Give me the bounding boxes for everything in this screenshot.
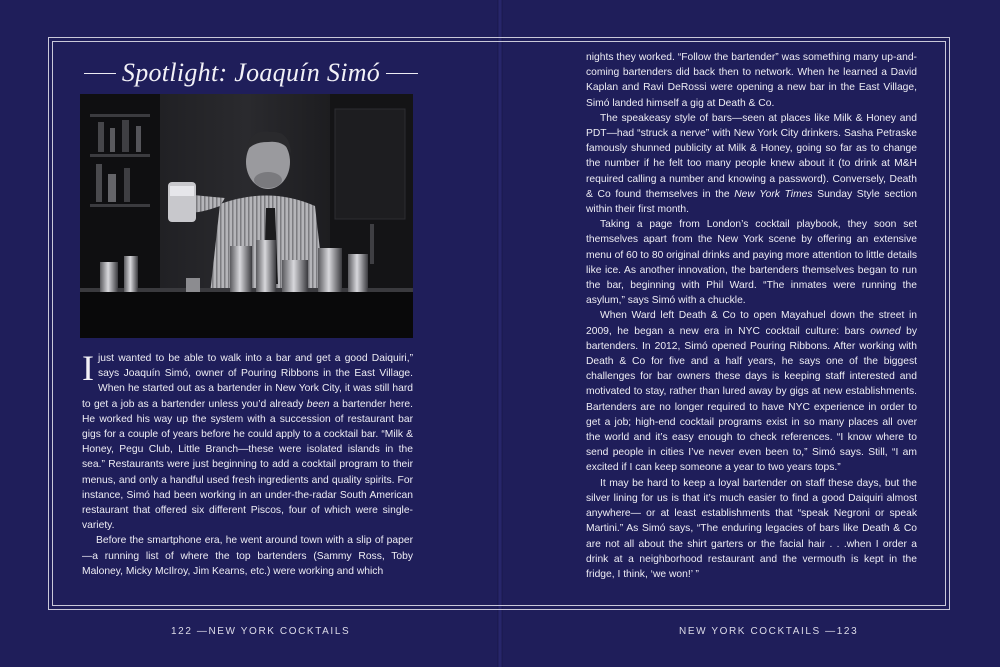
right-paragraph-5: It may be hard to keep a loyal bartender on staff these days, but the silver lining for us is that it’s much easier to find a good Daiquiri almost anywhere— or at least establishments that “speak Negroni or speak Martini.” As Simó says, “The enduring legacies of bars like Death & Co are not all about the shirt garters or the facial hair . . .when I order a drink at a neighborhood restaurant and the vermouth is kept in the fridge, I think, ‘we won!’ ” (586, 477, 917, 580)
right-paragraph-4: When Ward left Death & Co to open Mayahuel down the street in 2009, he began a new era in NYC cocktail culture: bars owned by bartenders. In 2012, Simó opened Pouring Ribbons. After working with Death & Co for five and a half years, he says one of the biggest challenges for bar owners these days is keeping staff interested and motivated to stay, rather than lured away by gigs at new establishments. Bartenders are no longer required to have NYC experience in order to get a job; high-end cocktail programs exist in so many places all over the world and it’s easy enough to check references. “I know where to send people in cities I’ve never even been to,” Simó says. Still, “I am excited if I can keep someone a year to two years tops.” (586, 310, 917, 474)
title-rule-right (386, 73, 418, 74)
page-title: Spotlight: Joaquín Simó (121, 58, 381, 87)
left-paragraph-1: Ijust wanted to be able to walk into a bar and get a good Daiquiri,” says Joaquín Simó, owner of Pouring Ribbons in the East Village. When he started out as a bartender in New York City, it was still hard to get a job as a bartender unless you’d already been a bartender here. He worked his way up the system with a succession of restaurant bar gigs for a couple of years before he could apply to a cocktail bar. “Milk & Honey, Pegu Club, Little Branch—these were isolated islands in the sea.” Restaurants were just beginning to add a cocktail program to their menus, and only a handful used fresh ingredients and quality spirits. For instance, Simó had been working in an under-the-radar South American restaurant that offered six different Piscos, four of which were single-variety. (82, 348, 414, 532)
right-paragraph-2: The speakeasy style of bars—seen at places like Milk & Honey and PDT—had “struck a nerve” with New York City drinkers. Sasha Petraske famously shunned publicity at Milk & Honey, going so far as to change the number if he felt too many people knew about it (to drink at M&H required calling a number and knowing a password). Conversely, Death & Co found themselves in the New York Times Sunday Style section within their first month. (586, 112, 917, 216)
left-paragraph-2: Before the smartphone era, he went around town with a slip of paper—a running list of where the top bartenders (Sammy Ross, Toby Maloney, Micky McIlroy, Jim Kearns, etc.) were working and which (82, 535, 413, 577)
bartender-photo-illustration (80, 94, 413, 338)
folio-right: NEW YORK COCKTAILS —123 (679, 626, 859, 637)
right-body-text (586, 50, 917, 582)
left-body-text (82, 348, 414, 579)
title-rule-left (84, 73, 116, 74)
spotlight-title (84, 56, 418, 90)
bartender-photo (80, 94, 413, 338)
drop-cap: I (82, 348, 94, 388)
right-paragraph-3: Taking a page from London’s cocktail playbook, they soon set themselves apart from the New York scene by offering an extensive menu of 60 to 80 original drinks and paying more attention to little details like ice. As another innovation, the bartenders themselves began to run the bar, beginning with Phil Ward. “The inmates were running the asylum,” says Simó with a chuckle. (586, 219, 917, 307)
folio-left: 122 —NEW YORK COCKTAILS (171, 626, 351, 637)
right-paragraph-1: nights they worked. “Follow the bartender” was something many up-and-coming bartenders did back then to network. When he learned a David Kaplan and Ravi DeRossi were opening a new bar in the East Village, Simó landed himself a gig at Death & Co. (586, 52, 917, 109)
